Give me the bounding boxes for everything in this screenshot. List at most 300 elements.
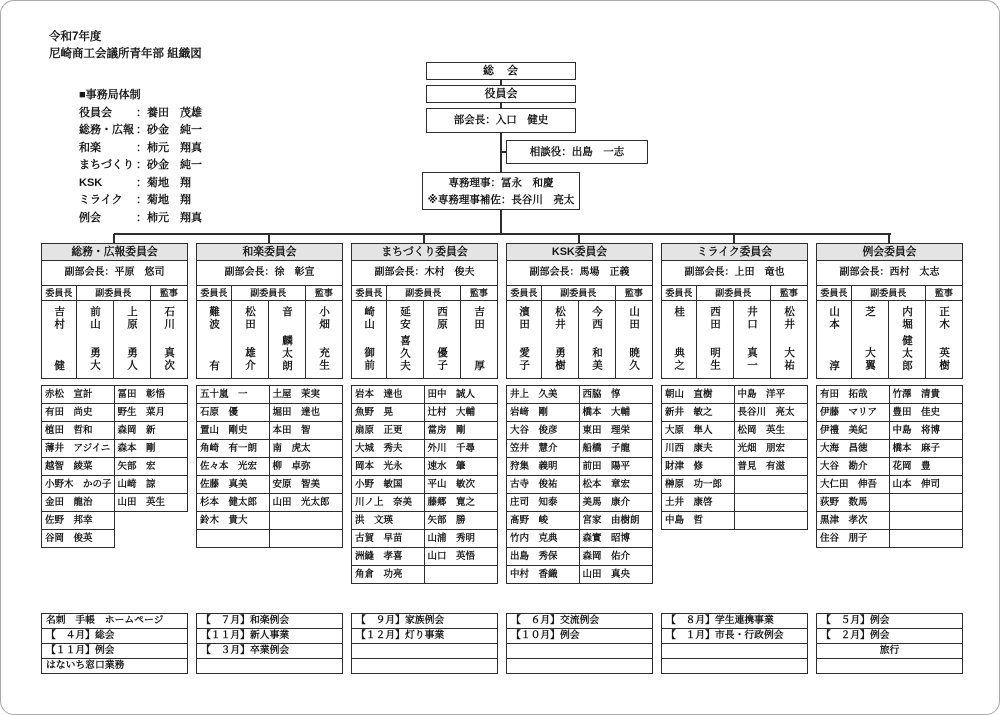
officer-chair xyxy=(662,301,697,378)
member-cell: 中島 哲 xyxy=(661,511,735,530)
officer-chair xyxy=(197,301,232,378)
member-cell: 川ノ上 奈美 xyxy=(351,493,425,512)
member-cell: 髙野 峻 xyxy=(506,511,580,530)
schedule-item: 名刺 手帳 ホームページ xyxy=(41,613,188,629)
member-column xyxy=(889,385,964,548)
label-auditor: 監事 xyxy=(461,286,497,301)
member-cell: 古賀 早苗 xyxy=(351,529,425,548)
member-cell: 角崎 有一朗 xyxy=(196,439,270,458)
secretariat-rows xyxy=(79,105,202,228)
schedule-item xyxy=(506,643,653,659)
connector-line xyxy=(113,234,115,243)
secretariat-colon: ： xyxy=(136,124,147,136)
officer-auditor xyxy=(771,301,807,378)
member-cell: 荻野 数馬 xyxy=(816,493,890,512)
committee-2 xyxy=(351,243,498,584)
member-cell: 光畑 朋宏 xyxy=(734,439,809,458)
committee-officers xyxy=(351,285,498,379)
officer-given-name: 典之 xyxy=(673,347,686,372)
officer-given-name: 喜久夫 xyxy=(399,334,412,372)
member-column xyxy=(114,385,189,548)
officer-given-name: 勇樹 xyxy=(554,347,567,372)
officer-chair xyxy=(817,301,852,378)
committee-schedule-4 xyxy=(661,613,808,674)
member-column xyxy=(579,385,654,584)
secretariat-row-0 xyxy=(79,105,202,123)
member-cell: 笠井 慧介 xyxy=(506,439,580,458)
schedule-item xyxy=(816,658,963,674)
member-column xyxy=(506,385,580,584)
member-cell: 古寺 俊祐 xyxy=(506,475,580,494)
schedule-item: 【 １月】市長・行政例会 xyxy=(661,628,808,644)
officer-given-name: 雄介 xyxy=(244,347,257,372)
member-cell: 南 虎太 xyxy=(269,439,344,458)
officer-given-name: 真一 xyxy=(746,347,758,372)
officer-auditor xyxy=(306,301,342,378)
officer-surname: 西原 xyxy=(436,306,448,331)
officer-given-name: 御前 xyxy=(363,347,376,372)
label-chair: 委員長 xyxy=(662,286,697,301)
committee-officers xyxy=(816,285,963,379)
member-cell: 花岡 豊 xyxy=(889,457,964,476)
member-cell: 岩本 達也 xyxy=(351,385,425,404)
schedule-item: 【 ３月】卒業例会 xyxy=(196,643,343,659)
member-cell: 佐藤 真美 xyxy=(196,475,270,494)
member-cell: 矢部 宏 xyxy=(114,457,189,476)
officer-vice-chair xyxy=(269,301,306,378)
label-chair: 委員長 xyxy=(42,286,77,301)
officer-vice-chair xyxy=(542,301,579,378)
member-cell: 船橋 子龍 xyxy=(579,439,654,458)
connector-line xyxy=(423,234,425,243)
member-cell: 松岡 英生 xyxy=(734,421,809,440)
member-cell: 越智 綾菜 xyxy=(41,457,115,476)
officer-surname: 難波 xyxy=(208,306,221,331)
officer-vice-chair xyxy=(889,301,926,378)
officer-surname: 音 xyxy=(281,306,293,319)
member-cell: 普見 有滋 xyxy=(734,457,809,476)
officer-given-name: 充生 xyxy=(318,347,331,372)
label-vice-chair: 副委員長 xyxy=(852,286,926,301)
secretariat-role: ミライク xyxy=(79,194,123,206)
officer-surname: 山本 xyxy=(828,306,841,331)
committee-members xyxy=(816,385,963,548)
officer-surname: 正木 xyxy=(938,306,951,331)
officer-surname: 西田 xyxy=(709,306,722,331)
member-cell: 岡本 光永 xyxy=(351,457,425,476)
member-cell: 山田 光太郎 xyxy=(269,493,344,512)
officer-given-name: 有 xyxy=(208,359,221,372)
officer-given-name: 大祐 xyxy=(783,347,796,372)
committee-name: KSK委員会 xyxy=(506,243,653,261)
member-cell: 山田 真央 xyxy=(579,565,654,584)
committee-officers xyxy=(661,285,808,379)
secretariat-person: 柿元 翔真 xyxy=(147,211,202,224)
officer-given-name: 勇人 xyxy=(126,347,138,372)
member-cell: 速水 肇 xyxy=(424,457,499,476)
member-cell: 大城 秀夫 xyxy=(351,439,425,458)
schedule-item: 【１１月】新人事業 xyxy=(196,628,343,644)
officer-vice-chair xyxy=(232,301,269,378)
officer-surname: 吉田 xyxy=(473,306,486,331)
officer-surname: 延安 xyxy=(399,306,412,331)
member-cell: 狩集 義明 xyxy=(506,457,580,476)
member-cell: 庄司 知泰 xyxy=(506,493,580,512)
member-cell: 辻村 大輔 xyxy=(424,403,499,422)
secretariat-person: 菊地 翔 xyxy=(147,194,191,206)
member-cell: 美馬 康介 xyxy=(579,493,654,512)
secretariat-colon: ： xyxy=(136,141,147,154)
member-cell xyxy=(734,475,809,494)
secretariat-role: 和楽 xyxy=(79,141,101,154)
officer-chair xyxy=(507,301,542,378)
committee-vice-chairman: 副部会長：木村 俊夫 xyxy=(351,260,498,286)
advisor-box: 相談役：出島 一志 xyxy=(506,140,648,164)
secretariat-role: KSK xyxy=(79,176,103,189)
page-title: 尼崎商工会議所青年部 組織図 xyxy=(49,48,202,60)
member-cell: 大海 昌徳 xyxy=(816,439,890,458)
member-cell: 小野 敏国 xyxy=(351,475,425,494)
member-cell xyxy=(269,529,344,548)
member-cell: 長谷川 亮太 xyxy=(734,403,809,422)
officer-auditor xyxy=(151,301,187,378)
member-cell: 本田 智 xyxy=(269,421,344,440)
schedule-item xyxy=(351,658,498,674)
board-box: 役員会 xyxy=(426,85,576,103)
secretariat-colon: ： xyxy=(136,176,147,189)
label-vice-chair: 副委員長 xyxy=(542,286,616,301)
chairman-box: 部会長：入口 健史 xyxy=(426,108,576,133)
schedule-item: 【 ９月】家族例会 xyxy=(351,613,498,629)
schedule-item xyxy=(661,658,808,674)
schedule-item xyxy=(351,643,498,659)
member-cell: 榊原 功一郎 xyxy=(661,475,735,494)
member-cell: 新井 敏之 xyxy=(661,403,735,422)
member-cell: 朝山 直樹 xyxy=(661,385,735,404)
member-cell: 中島 将博 xyxy=(889,421,964,440)
committee-vice-chairman: 副部会長：西村 太志 xyxy=(816,260,963,286)
committee-members xyxy=(351,385,498,584)
officer-vice-chair xyxy=(852,301,889,378)
officer-surname: 前山 xyxy=(89,306,102,331)
secretariat-person: 菊地 翔 xyxy=(147,176,191,189)
secretariat-role: 役員会 xyxy=(79,106,112,119)
secretariat-row-6 xyxy=(79,210,202,228)
officer-given-name: 暁久 xyxy=(628,347,641,372)
label-auditor: 監事 xyxy=(771,286,807,301)
member-cell: 竹内 克典 xyxy=(506,529,580,548)
member-cell: 大仁田 伸吾 xyxy=(816,475,890,494)
secretariat-row-2 xyxy=(79,140,202,158)
label-chair: 委員長 xyxy=(817,286,852,301)
label-chair: 委員長 xyxy=(352,286,387,301)
officer-vice-chair xyxy=(697,301,734,378)
label-auditor: 監事 xyxy=(616,286,652,301)
committee-schedule-1 xyxy=(196,613,343,674)
officer-surname: 崎山 xyxy=(363,306,376,331)
committee-members xyxy=(41,385,188,548)
member-cell: 鈴木 貴大 xyxy=(196,511,270,530)
member-cell: 洲縫 孝喜 xyxy=(351,547,425,566)
member-cell: 田中 誠人 xyxy=(424,385,499,404)
connector-line xyxy=(888,234,890,243)
general-meeting-box: 総 会 xyxy=(426,62,576,80)
member-cell: 有田 尚史 xyxy=(41,403,115,422)
officer-vice-chair xyxy=(77,301,114,378)
member-cell: 中島 洋平 xyxy=(734,385,809,404)
label-auditor: 監事 xyxy=(926,286,962,301)
committee-vice-chairman: 副部会長：徐 彰宣 xyxy=(196,260,343,286)
officer-chair xyxy=(352,301,387,378)
committee-name: 例会委員会 xyxy=(816,243,963,261)
officer-given-name: 麟太朗 xyxy=(281,334,293,372)
member-column xyxy=(351,385,425,584)
committee-vice-chairman: 副部会長：平原 悠司 xyxy=(41,260,188,286)
officer-vice-chair xyxy=(734,301,771,378)
member-cell xyxy=(734,493,809,512)
secretariat-person: 砂金 純一 xyxy=(147,159,202,171)
schedule-item: 【 ４月】総会 xyxy=(41,628,188,644)
label-auditor: 監事 xyxy=(151,286,187,301)
connector-line xyxy=(733,234,735,243)
member-cell: 佐々本 光宏 xyxy=(196,457,270,476)
schedule-item: 【 ５月】例会 xyxy=(816,613,963,629)
committee-schedule-0 xyxy=(41,613,188,674)
committee-officers xyxy=(506,285,653,379)
schedule-item: 【１０月】例会 xyxy=(506,628,653,644)
member-cell: 川西 康夫 xyxy=(661,439,735,458)
member-cell: 藤郷 寛之 xyxy=(424,493,499,512)
member-cell: 土屋 茉実 xyxy=(269,385,344,404)
officer-vice-chair xyxy=(424,301,461,378)
label-chair: 委員長 xyxy=(507,286,542,301)
secretariat-role: 例会 xyxy=(79,211,101,224)
member-cell: 前田 陽平 xyxy=(579,457,654,476)
member-cell: 東田 理栄 xyxy=(579,421,654,440)
schedule-item xyxy=(661,643,808,659)
member-column xyxy=(196,385,270,548)
member-cell: 松本 章宏 xyxy=(579,475,654,494)
committee-officers xyxy=(196,285,343,379)
label-auditor: 監事 xyxy=(306,286,342,301)
member-cell: 當房 剛 xyxy=(424,421,499,440)
committee-members xyxy=(196,385,343,548)
member-cell: 橋本 大輔 xyxy=(579,403,654,422)
committee-1 xyxy=(196,243,343,584)
officer-given-name: 大翼 xyxy=(864,347,877,372)
secretariat-colon: ： xyxy=(136,211,147,224)
member-cell: 伊藤 マリア xyxy=(816,403,890,422)
committee-4 xyxy=(661,243,808,584)
fiscal-year: 令和7年度 xyxy=(49,31,102,43)
member-cell: 柳 卓弥 xyxy=(269,457,344,476)
connector-line xyxy=(578,234,580,243)
member-column xyxy=(269,385,344,548)
member-cell: 平山 敏次 xyxy=(424,475,499,494)
label-vice-chair: 副委員長 xyxy=(77,286,151,301)
label-chair: 委員長 xyxy=(197,286,232,301)
secretariat-colon: ： xyxy=(136,106,147,119)
schedule-item: 旅行 xyxy=(816,643,963,659)
officer-surname: 今西 xyxy=(591,306,603,331)
member-column xyxy=(734,385,809,530)
officer-surname: 山田 xyxy=(628,306,641,331)
committee-name: 和楽委員会 xyxy=(196,243,343,261)
member-cell: 橋本 麻子 xyxy=(889,439,964,458)
officer-surname: 上原 xyxy=(126,306,138,331)
committee-officers xyxy=(41,285,188,379)
member-cell: 洪 文瑛 xyxy=(351,511,425,530)
label-vice-chair: 副委員長 xyxy=(387,286,461,301)
member-cell: 住谷 朋子 xyxy=(816,529,890,548)
committee-5 xyxy=(816,243,963,584)
member-cell: 魚野 晃 xyxy=(351,403,425,422)
member-column xyxy=(424,385,499,584)
committee-name: 総務・広報委員会 xyxy=(41,243,188,261)
secretariat-role: まちづくり xyxy=(79,159,134,171)
schedule-item: 【 ６月】交流例会 xyxy=(506,613,653,629)
member-cell: 伊禮 美紀 xyxy=(816,421,890,440)
member-cell: 五十嵐 一 xyxy=(196,385,270,404)
committee-members xyxy=(661,385,808,530)
connector-line xyxy=(114,233,891,235)
member-cell: 出島 秀保 xyxy=(506,547,580,566)
schedule-row xyxy=(41,613,963,674)
officer-given-name: 和美 xyxy=(591,347,603,372)
secretariat-row-4 xyxy=(79,175,202,193)
member-cell: 植田 哲和 xyxy=(41,421,115,440)
connector-line xyxy=(268,234,270,243)
officer-vice-chair xyxy=(387,301,424,378)
officer-given-name: 厚 xyxy=(473,359,486,372)
member-cell xyxy=(889,529,964,548)
officer-given-name: 淳 xyxy=(828,359,841,372)
member-cell: 置山 剛史 xyxy=(196,421,270,440)
member-cell: 森實 昭博 xyxy=(579,529,654,548)
executive-director-box xyxy=(422,172,580,210)
title-block xyxy=(49,29,202,63)
member-cell: 谷岡 俊英 xyxy=(41,529,115,548)
officer-given-name: 真次 xyxy=(163,347,176,372)
committee-schedule-5 xyxy=(816,613,963,674)
committee-name: まちづくり委員会 xyxy=(351,243,498,261)
officer-surname: 吉村 xyxy=(53,306,66,331)
member-cell: 安原 智美 xyxy=(269,475,344,494)
secretariat-heading: ■事務局体制 xyxy=(79,89,141,101)
member-cell: 冨田 彰悟 xyxy=(114,385,189,404)
member-cell: 山本 伸司 xyxy=(889,475,964,494)
officer-given-name: 英樹 xyxy=(938,347,951,372)
label-vice-chair: 副委員長 xyxy=(232,286,306,301)
officer-auditor xyxy=(926,301,962,378)
member-cell: 扇原 正更 xyxy=(351,421,425,440)
member-cell: 佐野 邦幸 xyxy=(41,511,115,530)
member-cell xyxy=(889,493,964,512)
committee-row xyxy=(41,243,963,584)
member-cell xyxy=(889,511,964,530)
member-cell: 石原 優 xyxy=(196,403,270,422)
schedule-item xyxy=(196,658,343,674)
committee-vice-chairman: 副部会長：馬場 正義 xyxy=(506,260,653,286)
officer-auditor xyxy=(461,301,497,378)
member-cell: 有田 拓哉 xyxy=(816,385,890,404)
member-column xyxy=(661,385,735,530)
secretariat-row-5 xyxy=(79,192,202,210)
secretariat-colon: ： xyxy=(136,159,147,171)
member-cell: 財津 修 xyxy=(661,457,735,476)
schedule-item: 【 ７月】和楽例会 xyxy=(196,613,343,629)
member-cell: 森岡 佑介 xyxy=(579,547,654,566)
committee-3 xyxy=(506,243,653,584)
officer-surname: 芝 xyxy=(864,306,877,319)
member-column xyxy=(816,385,890,548)
secretariat-row-1 xyxy=(79,122,202,140)
member-cell: 大谷 俊彦 xyxy=(506,421,580,440)
officer-given-name: 健太郎 xyxy=(901,334,913,372)
member-cell: 中村 香織 xyxy=(506,565,580,584)
member-cell: 野生 菜月 xyxy=(114,403,189,422)
member-cell: 西脇 惇 xyxy=(579,385,654,404)
member-cell: 山口 英悟 xyxy=(424,547,499,566)
officer-vice-chair xyxy=(579,301,616,378)
schedule-item: はないち窓口業務 xyxy=(41,658,188,674)
officer-surname: 小畑 xyxy=(318,306,331,331)
member-cell: 森岡 新 xyxy=(114,421,189,440)
secretariat-colon: ： xyxy=(136,194,147,206)
officer-surname: 濱田 xyxy=(518,306,531,331)
executive-director: 専務理事：冨永 和慶 xyxy=(448,177,554,189)
member-cell: 宮家 由樹朗 xyxy=(579,511,654,530)
member-cell: 豊田 佳史 xyxy=(889,403,964,422)
member-cell: 土井 康啓 xyxy=(661,493,735,512)
member-cell: 薄井 アジイニ xyxy=(41,439,115,458)
officer-chair xyxy=(42,301,77,378)
committee-name: ミライク委員会 xyxy=(661,243,808,261)
member-cell: 小野木 かの子 xyxy=(41,475,115,494)
secretariat-block xyxy=(79,87,202,227)
member-cell xyxy=(734,511,809,530)
label-vice-chair: 副委員長 xyxy=(697,286,771,301)
member-cell: 赤松 宣計 xyxy=(41,385,115,404)
member-cell: 大谷 勘介 xyxy=(816,457,890,476)
schedule-item: 【 ８月】学生連携事業 xyxy=(661,613,808,629)
secretariat-person: 柿元 翔真 xyxy=(147,141,202,154)
schedule-item: 【 ２月】例会 xyxy=(816,628,963,644)
member-cell: 金田 龍治 xyxy=(41,493,115,512)
member-cell: 黒津 孝次 xyxy=(816,511,890,530)
member-cell: 井上 久美 xyxy=(506,385,580,404)
member-cell: 山浦 秀明 xyxy=(424,529,499,548)
connector-line xyxy=(500,210,502,234)
member-cell: 堀田 達也 xyxy=(269,403,344,422)
officer-vice-chair xyxy=(114,301,151,378)
officer-auditor xyxy=(616,301,652,378)
committee-members xyxy=(506,385,653,584)
member-column xyxy=(41,385,115,548)
committee-0 xyxy=(41,243,188,584)
secretariat-person: 養田 茂雄 xyxy=(147,106,202,119)
officer-surname: 石川 xyxy=(163,306,176,331)
committee-vice-chairman: 副部会長：上田 竜也 xyxy=(661,260,808,286)
committee-schedule-3 xyxy=(506,613,653,674)
secretariat-row-3 xyxy=(79,157,202,175)
officer-surname: 松井 xyxy=(554,306,567,331)
member-cell: 岩﨑 剛 xyxy=(506,403,580,422)
officer-surname: 松井 xyxy=(783,306,796,331)
schedule-item xyxy=(506,658,653,674)
officer-given-name: 優子 xyxy=(436,347,448,372)
secretariat-person: 砂金 純一 xyxy=(147,124,202,136)
